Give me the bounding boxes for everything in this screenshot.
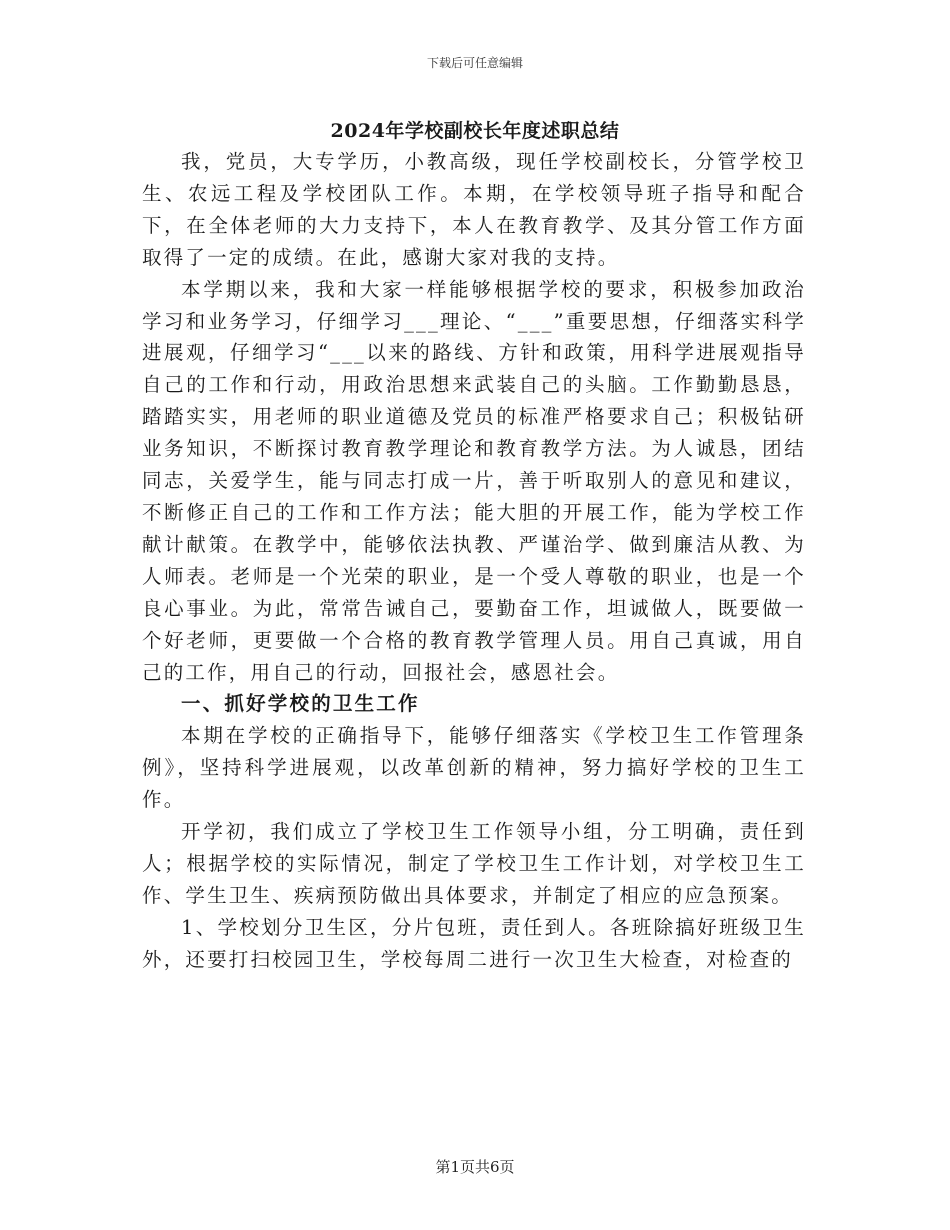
- page-number: 第1页共6页: [435, 1158, 515, 1176]
- paragraph-hygiene-item-1: 1、学校划分卫生区，分片包班，责任到人。各班除搞好班级卫生外，还要打扫校园卫生，学校每周二进行一次卫生大检查，对检查的: [142, 915, 806, 971]
- page-header-note: 下载后可任意编辑: [426, 56, 523, 70]
- paragraph-self-assessment: 本学期以来，我和大家一样能够根据学校的要求，积极参加政治学习和业务学习，仔细学习___理论、“___”重要思想，仔细落实科学进展观，仔细学习“___以来的路线、方针和政策，用科学进展观指导自己的工作和行动，用政治思想来武装自己的头脑。工作勤勤恳恳，踏踏实实，用老师的职业道德及党员的标准严格要求自己；积极钻研业务知识，不断探讨教育教学理论和教育教学方法。为人诚恳，团结同志，关爱学生，能与同志打成一片，善于听取别人的意见和建议，不断修正自己的工作和工作方法；能大胆的开展工作，能为学校工作献计献策。在教学中，能够依法执教、严谨治学、做到廉洁从教、为人师表。老师是一个光荣的职业，是一个受人尊敬的职业，也是一个良心事业。为此，常常告诫自己，要勤奋工作，坦诚做人，既要做一个好老师，更要做一个合格的教育教学管理人员。用自己真诚，用自己的工作，用自己的行动，回报社会，感恩社会。: [142, 277, 806, 684]
- document-title: 2024年学校副校长年度述职总结: [330, 120, 620, 142]
- paragraph-introduction: 我，党员，大专学历，小教高级，现任学校副校长，分管学校卫生、农远工程及学校团队工作。本期，在学校领导班子指导和配合下，在全体老师的大力支持下，本人在教育教学、及其分管工作方面取得了一定的成绩。在此，感谢大家对我的支持。: [142, 150, 806, 269]
- paragraph-hygiene-plan: 开学初，我们成立了学校卫生工作领导小组，分工明确，责任到人；根据学校的实际情况，制定了学校卫生工作计划，对学校卫生工作、学生卫生、疾病预防做出具体要求，并制定了相应的应急预案。: [142, 820, 806, 907]
- section-heading-hygiene: 一、抓好学校的卫生工作: [181, 692, 420, 716]
- paragraph-hygiene-overview: 本期在学校的正确指导下，能够仔细落实《学校卫生工作管理条例》，坚持科学进展观，以改革创新的精神，努力搞好学校的卫生工作。: [142, 724, 806, 812]
- document-body: [142, 146, 806, 976]
